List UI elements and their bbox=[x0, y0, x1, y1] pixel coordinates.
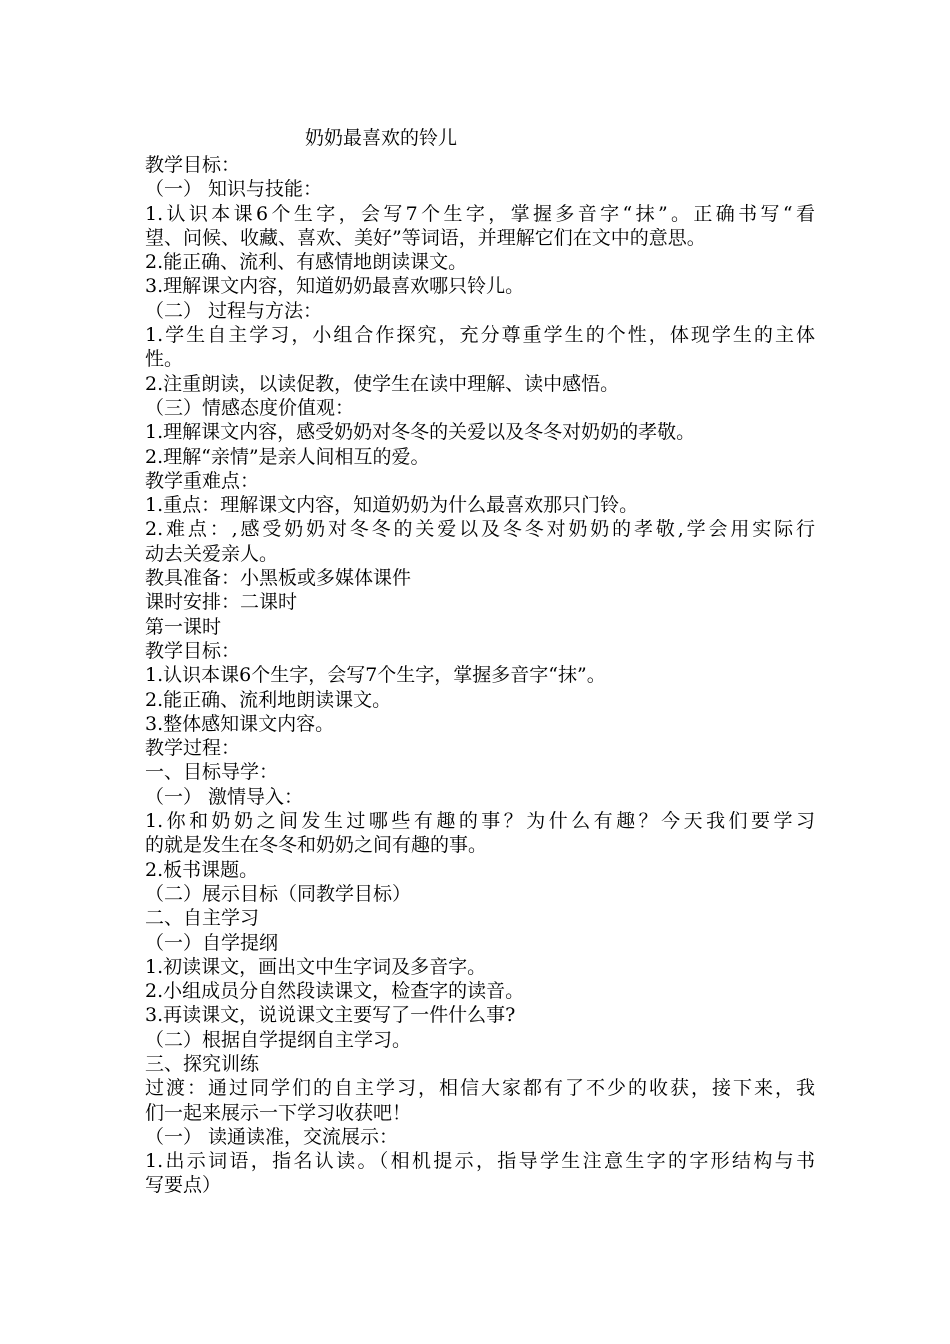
text-line: （一） 知识与技能： bbox=[145, 178, 323, 201]
text-line: 写要点） bbox=[145, 1174, 222, 1197]
text-line: 1.重点：理解课文内容，知道奶奶为什么最喜欢那只门铃。 bbox=[145, 494, 639, 517]
text-line: 1.认识本课6个生字，会写7个生字，掌握多音字“抹”。正确书写“看 bbox=[145, 202, 815, 225]
text-line: 2.能正确、流利、有感情地朗读课文。 bbox=[145, 251, 468, 274]
text-line: 2.小组成员分自然段读课文，检查字的读音。 bbox=[145, 980, 525, 1003]
text-line: 一、目标导学： bbox=[145, 761, 279, 784]
text-line: 1.学生自主学习，小组合作探究，充分尊重学生的个性，体现学生的主体 bbox=[145, 324, 815, 347]
text-line: 3.整体感知课文内容。 bbox=[145, 712, 335, 735]
text-line: 三、探究训练 bbox=[145, 1052, 260, 1075]
text-line: （二）展示目标（同教学目标） bbox=[145, 882, 412, 905]
text-line: 教学重难点： bbox=[145, 469, 260, 492]
text-line: 1.理解课文内容，感受奶奶对冬冬的关爱以及冬冬对奶奶的孝敬。 bbox=[145, 421, 696, 444]
text-line: （二）根据自学提纲自主学习。 bbox=[145, 1028, 412, 1051]
text-line: （一） 读通读准，交流展示： bbox=[145, 1125, 399, 1148]
text-line: 教学目标： bbox=[145, 639, 241, 662]
text-line: 性。 bbox=[145, 348, 184, 371]
text-line: 课时安排：二课时 bbox=[145, 591, 298, 614]
text-line: 教学目标： bbox=[145, 154, 241, 176]
text-line: 1.出示词语，指名认读。（相机提示，指导学生注意生字的字形结构与书 bbox=[145, 1150, 815, 1173]
text-line: 过渡：通过同学们的自主学习，相信大家都有了不少的收获，接下来，我 bbox=[145, 1077, 815, 1100]
text-line: 教具准备：小黑板或多媒体课件 bbox=[145, 567, 412, 590]
text-line: 2.能正确、流利地朗读课文。 bbox=[145, 688, 392, 711]
text-line: 2.板书课题。 bbox=[145, 858, 259, 881]
text-line: 二、自主学习 bbox=[145, 907, 260, 930]
text-line: 1.认识本课6个生字，会写7个生字，掌握多音字“抹”。 bbox=[145, 664, 606, 687]
document-body bbox=[145, 153, 815, 1198]
text-line: 教学过程： bbox=[145, 737, 241, 760]
text-line: 3.再读课文，说说课文主要写了一件什么事? bbox=[145, 1004, 516, 1027]
text-line: （一） 激情导入： bbox=[145, 785, 304, 808]
text-line: 第一课时 bbox=[145, 615, 222, 638]
text-line: （一）自学提纲 bbox=[145, 931, 279, 954]
text-line: 2.难点：,感受奶奶对冬冬的关爱以及冬冬对奶奶的孝敬,学会用实际行 bbox=[145, 518, 815, 541]
text-line: 望、问候、收藏、喜欢、美好”等词语，并理解它们在文中的意思。 bbox=[145, 226, 706, 249]
text-line: （二） 过程与方法： bbox=[145, 299, 323, 322]
text-line: 2.理解“亲情”是亲人间相互的爱。 bbox=[145, 445, 430, 468]
document-title: 奶奶最喜欢的铃儿 bbox=[305, 127, 458, 149]
text-line: 的就是发生在冬冬和奶奶之间有趣的事。 bbox=[145, 834, 488, 857]
text-line: 1.初读课文，画出文中生字词及多音字。 bbox=[145, 955, 487, 978]
text-line: 动去关爱亲人。 bbox=[145, 542, 279, 565]
document-page bbox=[145, 124, 815, 1198]
text-line: 3.理解课文内容，知道奶奶最喜欢哪只铃儿。 bbox=[145, 275, 525, 298]
text-line: 们一起来展示一下学习收获吧！ bbox=[145, 1101, 412, 1124]
text-line: （三）情感态度价值观： bbox=[145, 396, 355, 419]
text-line: 1.你和奶奶之间发生过哪些有趣的事？为什么有趣？今天我们要学习 bbox=[145, 810, 815, 833]
text-line: 2.注重朗读，以读促教，使学生在读中理解、读中感悟。 bbox=[145, 372, 620, 395]
